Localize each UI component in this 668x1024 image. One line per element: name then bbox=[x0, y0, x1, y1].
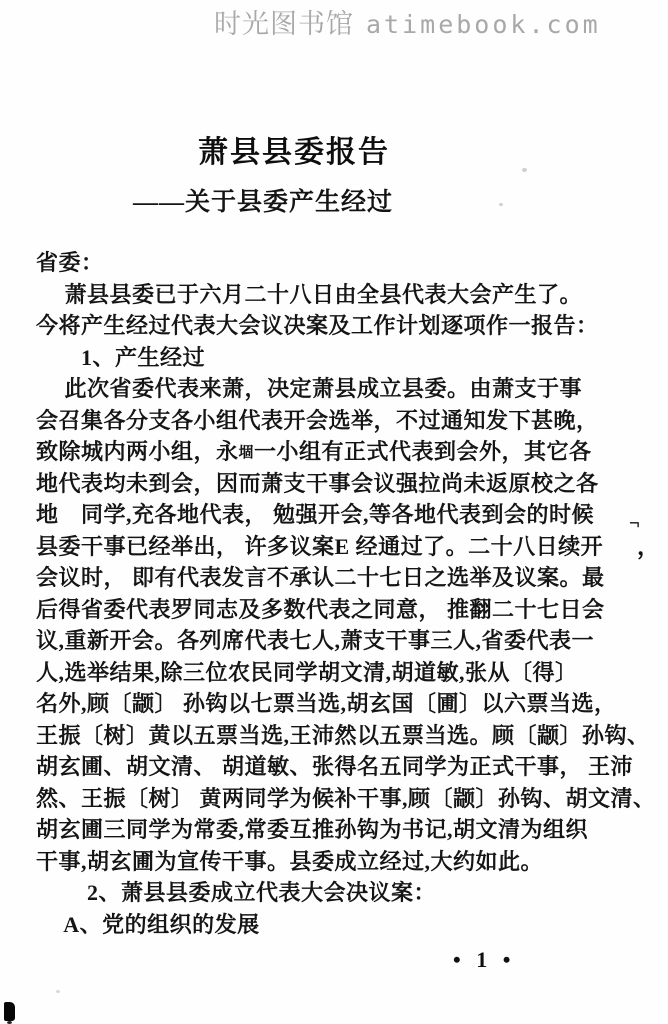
scan-speck bbox=[499, 203, 503, 206]
text-line: 会议时， 即有代表发言不承认二十七日之选举及议案。最 bbox=[36, 565, 605, 590]
text-line: 此次省委代表来萧，决定萧县成立县委。由萧支于事 bbox=[36, 376, 583, 401]
scan-ink-blob bbox=[4, 1002, 15, 1021]
text-line: 然、王振〔树〕 黄两同学为候补干事,顾〔颛〕孙钩、胡文清、 bbox=[36, 785, 656, 811]
text-segment: 一小组有正式代表到会外，其它各 bbox=[254, 439, 592, 464]
text-segment: 致除城内两小组，永 bbox=[36, 439, 239, 464]
scan-speck bbox=[522, 168, 527, 172]
page-number: • 1 • bbox=[453, 947, 516, 972]
text-line: 后得省委代表罗同志及多数代表之同意， 推翻二十七日会 bbox=[36, 596, 605, 622]
text-line: 地代表均未到会，因而萧支干事会议强拉尚未返原校之各 bbox=[36, 470, 599, 496]
text-line: 王振〔树〕黄以五票当选,王沛然以五票当选。顾〔颛〕孙钩、 bbox=[36, 722, 650, 748]
watermark-site-url: atimebook.com bbox=[366, 10, 601, 39]
text-line: 议,重新开会。各列席代表七人,萧支干事三人,省委代表一 bbox=[36, 628, 595, 653]
text-line: 萧县县委已于六月二十八日由全县代表大会产生了。 bbox=[36, 281, 583, 307]
text-line: 会召集各分支各小组代表开会选举，不过通知发下甚晚， bbox=[36, 407, 599, 433]
scan-artifact-corner-mark: ¬ bbox=[629, 513, 640, 534]
scan-speck bbox=[56, 990, 60, 993]
text-line: 省委： bbox=[36, 250, 104, 275]
text-line: 2、萧县县委成立代表大会决议案： bbox=[36, 880, 437, 905]
text-line: 胡玄圃三同学为常委,常委互推孙钩为书记,胡文清为组织 bbox=[36, 817, 589, 842]
text-line-with-inline-annotation bbox=[36, 436, 644, 468]
document-title: 萧县县委报告 bbox=[198, 136, 390, 169]
text-line: 今将产生经过代表大会议决案及工作计划逐项作一报告： bbox=[36, 313, 599, 338]
text-line: 地 同学,充各地代表， 勉强开会,等各地代表到会的时候 bbox=[36, 502, 595, 527]
watermark bbox=[214, 2, 601, 41]
text-line: 干事,胡玄圃为宣传干事。县委成立经过,大约如此。 bbox=[36, 848, 544, 874]
text-line: 胡玄圃、胡文清、 胡道敏、张得名五同学为正式干事， 王沛 bbox=[36, 754, 634, 779]
text-line: 名外,顾〔颛〕 孙钩以七票当选,胡玄国〔圃〕以六票当选， bbox=[36, 691, 617, 716]
text-line: 人,选举结果,除三位农民同学胡文清,胡道敏,张从〔得〕 bbox=[36, 659, 578, 685]
inline-small-correction-char: 堌 bbox=[238, 445, 255, 461]
text-line: A、党的组织的发展 bbox=[36, 911, 260, 937]
document-body bbox=[36, 247, 656, 940]
watermark-library-name: 时光图书馆 bbox=[214, 9, 354, 40]
text-line: 县委干事已经举出， 许多议案E 经通过了。二十八日续开 bbox=[36, 533, 604, 559]
document-subtitle: ——关于县委产生经过 bbox=[133, 189, 394, 216]
text-line: 1、产生经过 bbox=[36, 344, 206, 370]
scan-artifact-heavy-comma: ， bbox=[637, 534, 660, 559]
